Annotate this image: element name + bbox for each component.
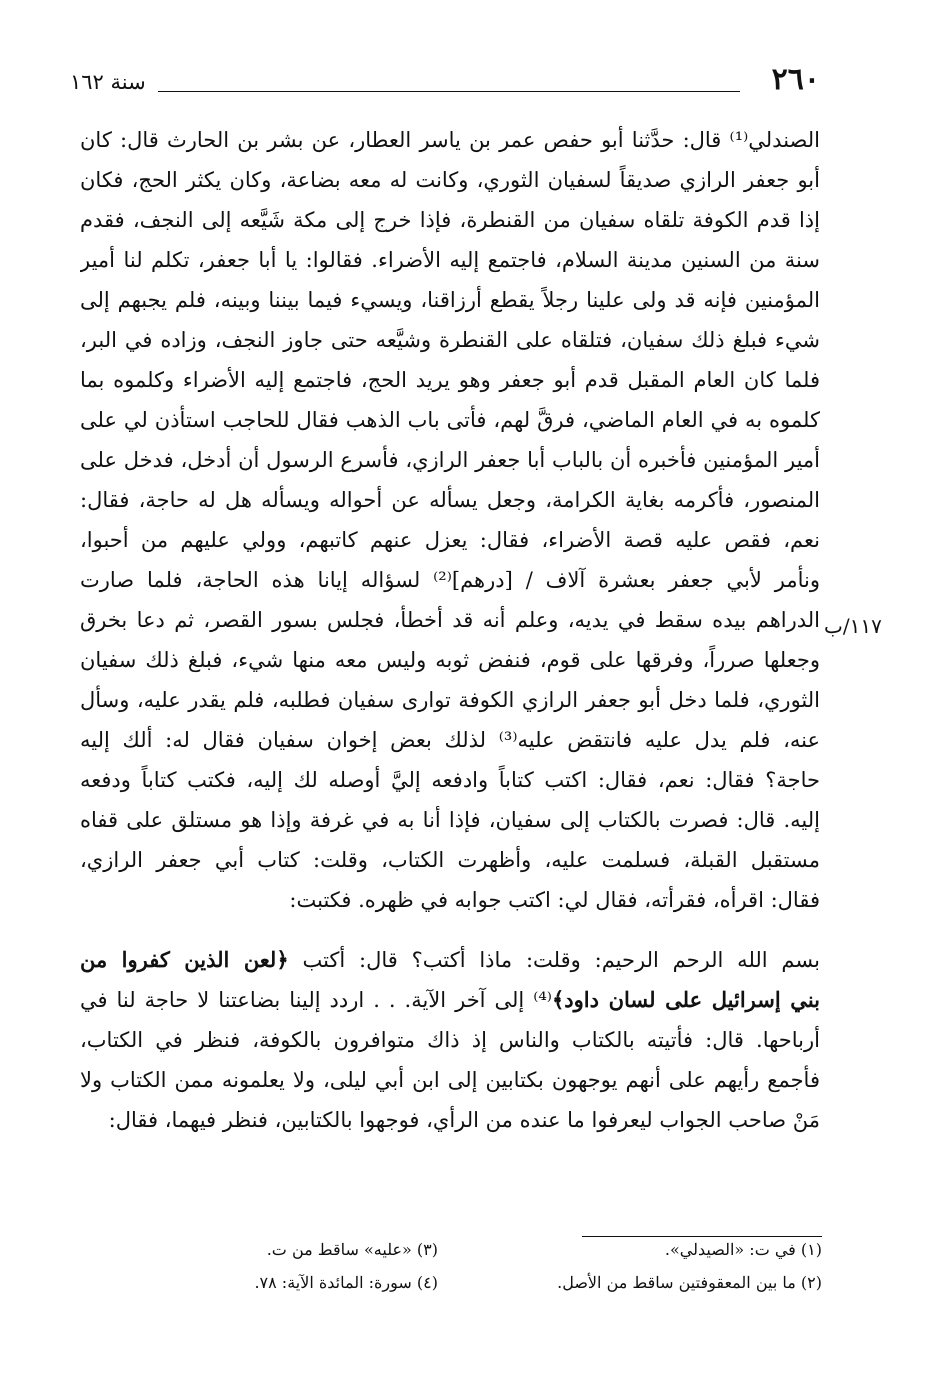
text-segment: بسم الله الرحم الرحيم: وقلت: ماذا أكتب؟ قال: أكتب — [288, 948, 820, 972]
text-line: كلموه به في العام الماضي، فرقَّ لهم، فأتى باب الذهب فقال للحاجب استأذن لي على — [80, 408, 820, 432]
text-line: المنصور، فأكرمه بغاية الكرامة، وجعل يسأله عن أحواله ويسأله هل له حاجة، فقال: — [80, 488, 820, 512]
text-line: الدراهم بيده سقط في يديه، وعلم أنه قد أخطأ، فجلس بسور القصر، ثم دعا بخرق — [80, 608, 820, 632]
header-rule — [158, 91, 740, 92]
text-line: وجعلها صرراً، وفرقها على قوم، فنفض ثوبه وليس معه منها شيء، فبلغ ذلك سفيان — [80, 648, 820, 672]
footnote: (٤) سورة: المائدة الآية: ٧٨. — [254, 1273, 438, 1292]
page-number: ٢٦٠ — [771, 62, 820, 97]
text-line: إليه. قال: فصرت بالكتاب إلى سفيان، فإذا أنا به في غرفة وإذا هو مستلق على قفاه — [80, 808, 820, 832]
text-line: فأجمع رأيهم على أنهم يوجهون بكتابين إلى ابن أبي ليلى، ولا يعلمونه ممن الكتاب ولا — [80, 1068, 820, 1092]
text-line: فلما كان العام المقبل قدم أبو جعفر وهو يريد الحج، فاجتمع إليه الأضراء وكلموه بما — [80, 368, 820, 392]
text-line: سنة من السنين مدينة السلام، فاجتمع إليه الأضراء. فقالوا: يا أبا جعفر، تكلم لنا أمير — [80, 248, 820, 272]
text-line: فقال: اقرأه، فقرأته، فقال لي: اكتب جوابه في ظهره. فكتبت: — [289, 888, 820, 912]
text-segment: ⁽⁴⁾ إلى آخر الآية. . . اردد إلينا بضاعتنا لا حاجة لنا في — [80, 988, 552, 1012]
text-line: أمير المؤمنين فأخبره أن بالباب أبا جعفر الرازي، فأسرع الرسول أن أدخل، فدخل على — [80, 448, 820, 472]
text-line: المؤمنين فإنه قد ولى علينا رجلاً يقطع أرزاقنا، ويسيء فيما بيننا وبينه، فلم يجبهم إلى — [80, 288, 820, 312]
page-header — [70, 60, 820, 100]
running-head: سنة ١٦٢ — [70, 70, 146, 94]
text-line: مستقبل القبلة، فسلمت عليه، وأظهرت الكتاب، وقلت: كتاب أبي جعفر الرازي، — [80, 848, 820, 872]
footnote: (١) في ت: «الصيدلي». — [664, 1240, 822, 1259]
text-line: شيء فبلغ ذلك سفيان، فتلقاه على القنطرة وشيَّعه حتى جاوز النجف، وزاده في البر، — [80, 328, 820, 352]
manuscript-folio-note: ١١٧/ب — [824, 614, 882, 638]
text-line — [80, 940, 820, 980]
text-line: عنه، فلم يدل عليه فانتقض عليه⁽³⁾ لذلك بعض إخوان سفيان فقال له: ألك إليه — [80, 728, 820, 752]
text-line: أرباحها. قال: فأتيته بالكتاب والناس إذ ذاك متوافرون بالكوفة، فنظر في الكتاب، — [80, 1028, 820, 1052]
text-line: ونأمر لأبي جعفر بعشرة آلاف / [درهم]⁽²⁾ لسؤاله إيانا هذه الحاجة، فلما صارت — [80, 568, 820, 592]
footnote: (٣) «عليه» ساقط من ت. — [266, 1240, 438, 1259]
footnote: (٢) ما بين المعقوفتين ساقط من الأصل. — [557, 1273, 822, 1292]
text-line: الصندلي⁽¹⁾ قال: حدَّثنا أبو حفص عمر بن ياسر العطار، عن بشر بن الحارث قال: كان — [80, 128, 820, 152]
footnote-rule — [582, 1236, 822, 1237]
text-line: نعم، فقص عليه قصة الأضراء، فقال: يعزل عنهم كاتبهم، وولي عليهم من أحبوا، — [80, 528, 820, 552]
quran-verse: ﴿لعن الذين كفروا من — [80, 947, 289, 972]
text-line: الثوري، فلما دخل أبو جعفر الرازي الكوفة توارى سفيان فطلبه، فلم يقدر عليه، وسأل — [80, 688, 820, 712]
text-line — [80, 980, 820, 1020]
text-line: حاجة؟ فقال: نعم، فقال: اكتب كتاباً وادفعه إليَّ أوصله لك إليه، فكتب كتاباً ودفعه — [80, 768, 820, 792]
quran-verse: بني إسرائيل على لسان داود﴾ — [551, 987, 820, 1012]
text-line: مَنْ صاحب الجواب ليعرفوا ما عنده من الرأي، فوجهوا بالكتابين، فنظر فيهما، فقال: — [108, 1108, 820, 1132]
text-line: إذا قدم الكوفة تلقاه سفيان من القنطرة، فإذا خرج إلى مكة شَيَّعه إلى النجف، فقدم — [80, 208, 820, 232]
text-line: أبو جعفر الرازي صديقاً لسفيان الثوري، وكانت له معه بضاعة، وكان يكثر الحج، فكان — [80, 168, 820, 192]
